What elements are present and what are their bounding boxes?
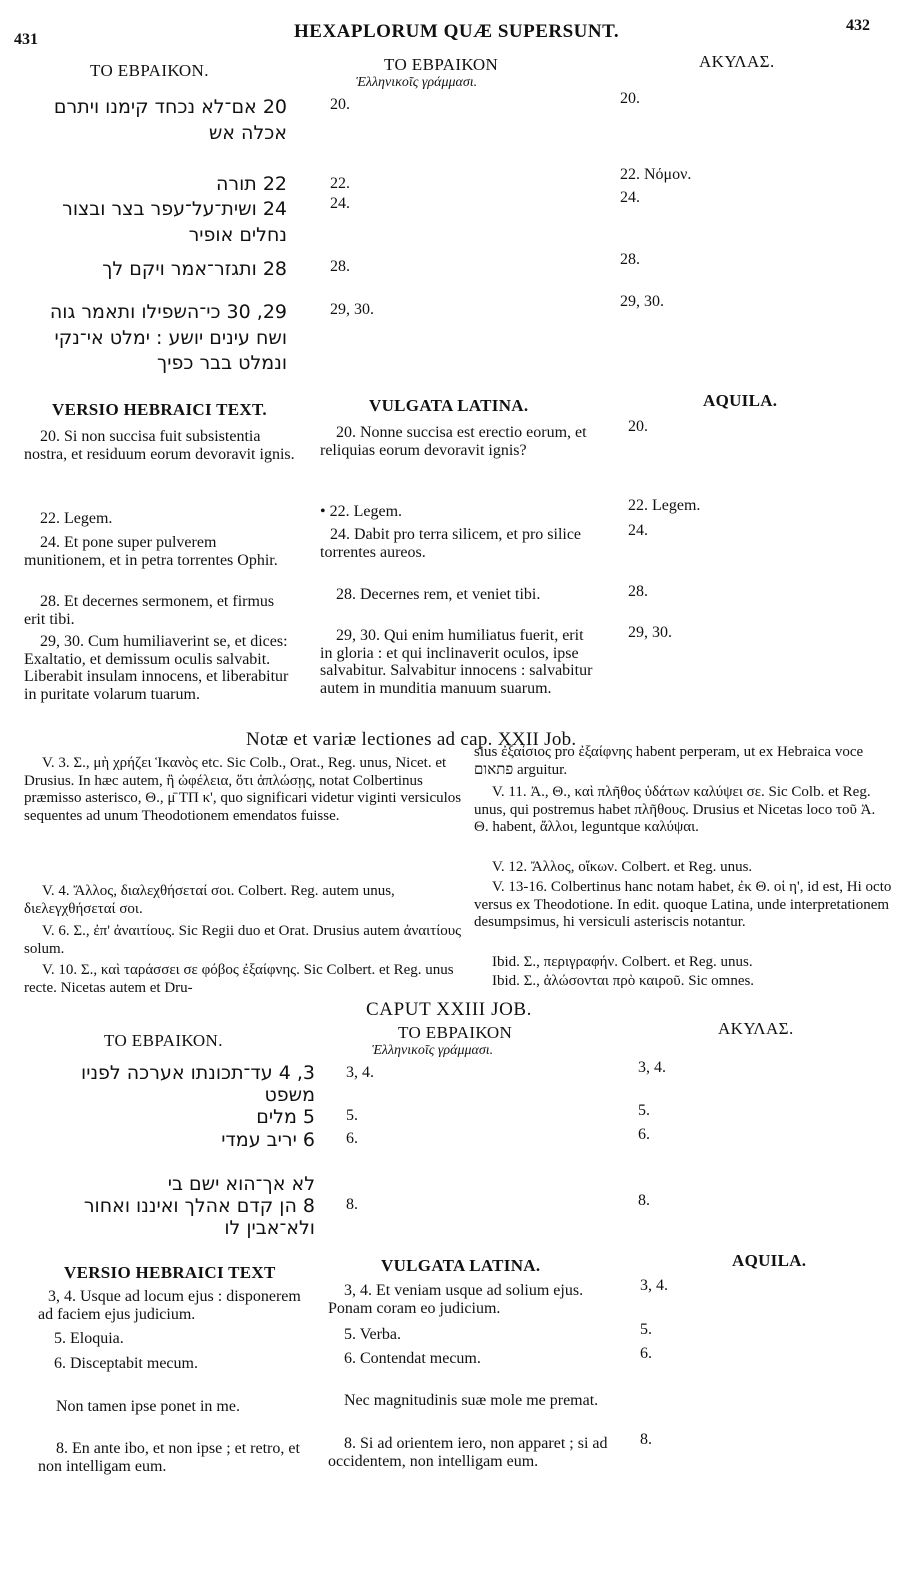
greek-verse-number: 8. (346, 1196, 358, 1213)
hebrew-verse-line: ושח עינים יושע : ימלט אי־נקי (54, 327, 287, 349)
aquila-verse-number: 3, 4. (638, 1059, 666, 1076)
versio-heading: VERSIO HEBRAICI TEXT. (52, 400, 267, 419)
versio-verse: 8. En ante ibo, et non ipse ; et retro, et non intelligam eum. (38, 1440, 300, 1475)
hebrew-verse-line: לא אך־הוא ישם בי (167, 1173, 315, 1195)
hebrew-verse-line: ולא־אבין לו (224, 1217, 315, 1239)
hebrew-verse-line: 28 ותגזר־אמר ויקם לך (102, 258, 287, 280)
vulgata-verse: 20. Nonne succisa est erectio eorum, et reliquias eorum devoravit ignis? (320, 424, 587, 459)
vulgata-verse: 6. Contendat mecum. (344, 1350, 481, 1367)
aquila-verse-number: 29, 30. (620, 293, 664, 310)
aquila-verse-number: 5. (638, 1102, 650, 1119)
greek-verse-number: 3, 4. (346, 1064, 374, 1081)
versio-verse: 6. Disceptabit mecum. (54, 1355, 198, 1372)
hebrew-verse-line: נחלים אופיר (188, 224, 287, 246)
vulgata-verse: • 22. Legem. (320, 503, 403, 520)
hebrew-verse-line: 24 ושית־על־עפר בצר ובצור (62, 198, 287, 220)
greek-column-subheading: Ἑλληνικοῖς γράμμασι. (372, 1043, 494, 1058)
aquila-latin-verse: 24. (628, 522, 648, 539)
greek-column-subheading: Ἑλληνικοῖς γράμμασι. (356, 75, 478, 90)
aquila-latin-verse: 29, 30. (628, 624, 672, 641)
aquila-latin-verse: 28. (628, 583, 648, 600)
vulgata-verse: 29, 30. Qui enim humiliatus fuerit, erit in gloria : et qui inclinaverit oculos, ipse salvabitur. Salvabitur innocens : salvabitur autem in munditia manuum suarum. (320, 627, 593, 697)
note-left: V. 3. Σ., μὴ χρήζει Ἱκανὸς etc. Sic Colb., Orat., Reg. unus, Nicet. et Drusius. In hæc autem, ἢ ὠφέλεια, ὅτι ἁπλώσῃς, notat Colbertinus præmisso asterisco, Θ., μ̄ ΤΠ κ', quo significari videtur viginti versiculos sequentes ad unum Theodotionem emendatos fuisse. (24, 755, 462, 824)
aquila-latin-verse: 6. (640, 1345, 652, 1362)
hebrew-verse-line: 3, 4 עד־תכונתו אערכה לפניו (81, 1062, 315, 1084)
aquila-latin-verse: 5. (640, 1321, 652, 1338)
note-left: V. 4. Ἄλλος, διαλεχθήσεταί σοι. Colbert. Reg. autem unus, διελεγχθήσεταί σοι. (24, 883, 395, 917)
vulgata-verse: 28. Decernes rem, et veniet tibi. (336, 586, 541, 603)
note-right: V. 13-16. Colbertinus hanc notam habet, ἐκ Θ. οἱ η', id est, Hi octo versus ex Theodotione. In edit. quoque Latina, unde interpretationem desumpsimus, hi versiculi asteriscis notantur. (474, 879, 892, 930)
vulgata-verse: 8. Si ad orientem iero, non apparet ; si ad occidentem, non intelligam eum. (328, 1435, 608, 1470)
greek-verse-number: 20. (330, 96, 350, 113)
note-right: V. 12. Ἄλλος, οἴκων. Colbert. et Reg. unus. (492, 859, 753, 875)
greek-column-heading: ΤΟ ΕΒΡΑΙΚΟΝ (398, 1023, 513, 1042)
versio-verse: 24. Et pone super pulverem munitionem, et in petra torrentes Ophir. (24, 534, 278, 569)
hebrew-verse-line: 29, 30 כי־השפילו ותאמר גוה (49, 301, 287, 323)
hebrew-verse-line: 5 מלים (256, 1106, 315, 1128)
hebrew-verse-line: 6 יריב עמדי (221, 1129, 315, 1151)
vulgata-heading: VULGATA LATINA. (381, 1256, 541, 1275)
notes-title: Notæ et variæ lectiones ad cap. XXII Job. (246, 729, 577, 750)
versio-verse: Non tamen ipse ponet in me. (56, 1398, 240, 1415)
hebrew-column-heading: ΤΟ ΕΒΡΑΙΚΟΝ. (90, 61, 209, 80)
hebrew-verse-line: משפט (264, 1084, 315, 1106)
aquila-latin-verse: 22. Legem. (628, 497, 701, 514)
aquila-verse-number: 24. (620, 189, 640, 206)
aquila-verse-number: 6. (638, 1126, 650, 1143)
page-number-right: 432 (846, 17, 870, 34)
versio-verse: 5. Eloquia. (54, 1330, 124, 1347)
note-right: sius ἐξαίσιος pro ἐξαίφνης habent perperam, ut ex Hebraica voce פתאום arguitur. (474, 744, 864, 778)
vulgata-verse: 5. Verba. (344, 1326, 402, 1343)
aquila-verse-number: 20. (620, 90, 640, 107)
versio-verse: 20. Si non succisa fuit subsistentia nostra, et residuum eorum devoravit ignis. (24, 428, 295, 463)
hebrew-verse-line: 20 אם־לא נכחד קימנו ויתרם (53, 96, 287, 118)
hebrew-column-heading: ΤΟ ΕΒΡΑΙΚΟΝ. (104, 1031, 223, 1050)
vulgata-verse: 3, 4. Et veniam usque ad solium ejus. Ponam coram eo judicium. (328, 1282, 584, 1317)
hebrew-verse-line: 8 הן קדם אהלך ואיננו ואחור (83, 1195, 315, 1217)
versio-verse: 3, 4. Usque ad locum ejus : disponerem ad faciem ejus judicium. (38, 1288, 301, 1323)
greek-verse-number: 24. (330, 195, 350, 212)
greek-verse-number: 28. (330, 258, 350, 275)
hebrew-verse-line: ונמלט בבר כפיך (157, 352, 287, 374)
greek-verse-number: 29, 30. (330, 301, 374, 318)
note-right: Ibid. Σ., περιγραφήν. Colbert. et Reg. unus. (492, 954, 753, 970)
vulgata-heading: VULGATA LATINA. (369, 396, 529, 415)
note-left: V. 6. Σ., ἐπ' ἀναιτίους. Sic Regii duo et Orat. Drusius autem ἀναιτίους solum. (24, 923, 462, 957)
aquila-latin-verse: 20. (628, 418, 648, 435)
page-number-left: 431 (14, 31, 38, 48)
versio-heading: VERSIO HEBRAICI TEXT (64, 1263, 276, 1282)
note-right: V. 11. Ἀ., Θ., καὶ πλῆθος ὑδάτων καλύψει σε. Sic Colb. et Reg. unus, qui postremus habet πλῆθους. Drusius et Nicetas loco τοῦ Ἀ. Θ. habent, ἄλλοι, leguntque καλύψαι. (474, 784, 876, 835)
vulgata-verse: 24. Dabit pro terra silicem, et pro silice torrentes aureos. (320, 526, 582, 561)
versio-verse: 29, 30. Cum humiliaverint se, et dices: Exaltatio, et demissum oculis salvabit. Liberabit insulam innocens, et liberabitur in puritate volarum tuarum. (24, 633, 289, 703)
chapter-title: CAPUT XXIII JOB. (366, 999, 533, 1020)
aquila-latin-verse: 8. (640, 1431, 652, 1448)
versio-verse: 22. Legem. (40, 510, 113, 527)
note-left: V. 10. Σ., καὶ ταράσσει σε φόβος ἐξαίφνης. Sic Colbert. et Reg. unus recte. Nicetas autem et Dru- (24, 962, 454, 996)
aquila-verse-number: 22. Νόμον. (620, 166, 692, 183)
aquila-verse-number: 8. (638, 1192, 650, 1209)
running-title: HEXAPLORUM QUÆ SUPERSUNT. (294, 21, 620, 42)
greek-verse-number: 6. (346, 1130, 358, 1147)
aquila-column-heading: ΑΚΥΛΑΣ. (718, 1019, 794, 1038)
aquila-latin-verse: 3, 4. (640, 1277, 668, 1294)
aquila-latin-heading: AQUILA. (732, 1251, 807, 1270)
hebrew-verse-line: אכלה אש (208, 122, 287, 144)
hebrew-verse-line: 22 תורה (215, 173, 287, 195)
versio-verse: 28. Et decernes sermonem, et firmus erit tibi. (24, 593, 275, 628)
aquila-latin-heading: AQUILA. (703, 391, 778, 410)
aquila-column-heading: ΑΚΥΛΑΣ. (699, 52, 775, 71)
greek-verse-number: 22. (330, 175, 350, 192)
aquila-verse-number: 28. (620, 251, 640, 268)
greek-column-heading: ΤΟ ΕΒΡΑΙΚΟΝ (384, 55, 499, 74)
vulgata-verse: Nec magnitudinis suæ mole me premat. (344, 1392, 599, 1409)
greek-verse-number: 5. (346, 1107, 358, 1124)
note-right: Ibid. Σ., ἁλώσονται πρὸ καιροῦ. Sic omnes. (492, 973, 755, 989)
